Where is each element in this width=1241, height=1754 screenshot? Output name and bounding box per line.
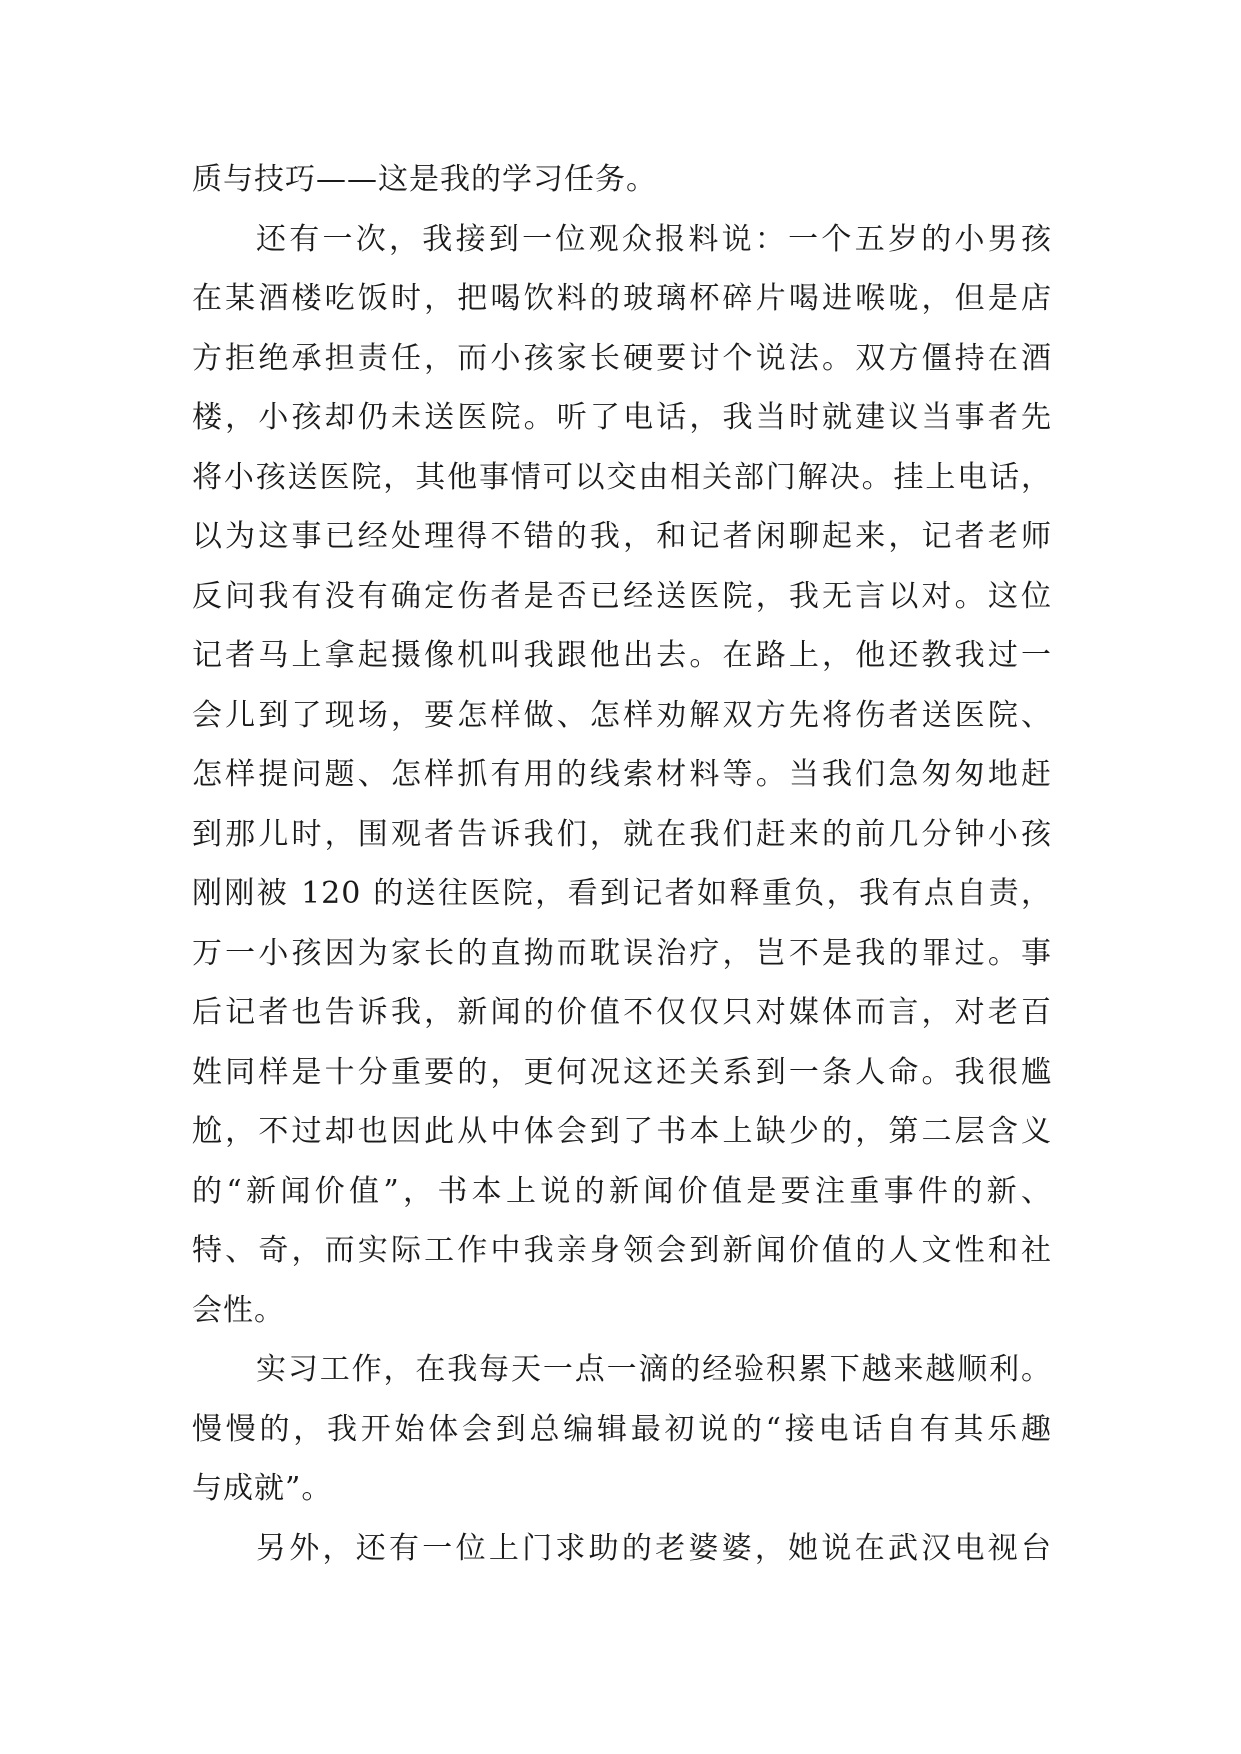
- text-line: 将小孩送医院，其他事情可以交由相关部门解决。挂上电话，: [192, 459, 1052, 495]
- text-line: 特、奇，而实际工作中我亲身领会到新闻价值的人文性和社: [192, 1233, 1052, 1268]
- text-line: 质与技巧——这是我的学习任务。: [192, 162, 657, 197]
- text-line: 刚刚被 120 的送往医院，看到记者如释重负，我有点自责，: [192, 876, 1052, 911]
- text-line: 反问我有没有确定伤者是否已经送医院，我无言以对。这位: [192, 578, 1052, 614]
- text-line: 姓同样是十分重要的，更何况这还关系到一条人命。我很尴: [192, 1054, 1052, 1090]
- text-line: 还有一次，我接到一位观众报料说：一个五岁的小男孩: [256, 221, 1052, 257]
- text-line: 记者马上拿起摄像机叫我跟他出去。在路上，他还教我过一: [192, 638, 1052, 673]
- body-text: [192, 160, 1052, 1588]
- text-line: 的“新闻价值”，书本上说的新闻价值是要注重事件的新、: [192, 1173, 1052, 1209]
- text-line: 会儿到了现场，要怎样做、怎样劝解双方先将伤者送医院、: [192, 697, 1052, 733]
- text-line: 与成就”。: [192, 1471, 333, 1506]
- text-line: 尬，不过却也因此从中体会到了书本上缺少的，第二层含义: [192, 1114, 1052, 1149]
- text-line: 后记者也告诉我，新闻的价值不仅仅只对媒体而言，对老百: [192, 995, 1052, 1030]
- text-line: 以为这事已经处理得不错的我，和记者闲聊起来，记者老师: [192, 519, 1052, 554]
- text-line: 另外，还有一位上门求助的老婆婆，她说在武汉电视台: [256, 1530, 1052, 1566]
- text-line: 方拒绝承担责任，而小孩家长硬要讨个说法。双方僵持在酒: [192, 340, 1052, 376]
- text-line: 到那儿时，围观者告诉我们，就在我们赶来的前几分钟小孩: [192, 816, 1052, 852]
- text-line: 会性。: [192, 1292, 285, 1328]
- text-line: 实习工作，在我每天一点一滴的经验积累下越来越顺利。: [256, 1352, 1052, 1387]
- text-line: 万一小孩因为家长的直拗而耽误治疗，岂不是我的罪过。事: [192, 935, 1052, 971]
- text-line: 慢慢的，我开始体会到总编辑最初说的“接电话自有其乐趣: [192, 1411, 1052, 1447]
- text-line: 在某酒楼吃饭时，把喝饮料的玻璃杯碎片喝进喉咙，但是店: [192, 281, 1052, 316]
- text-line: 楼，小孩却仍未送医院。听了电话，我当时就建议当事者先: [192, 400, 1052, 435]
- text-line: 怎样提问题、怎样抓有用的线索材料等。当我们急匆匆地赶: [192, 757, 1052, 792]
